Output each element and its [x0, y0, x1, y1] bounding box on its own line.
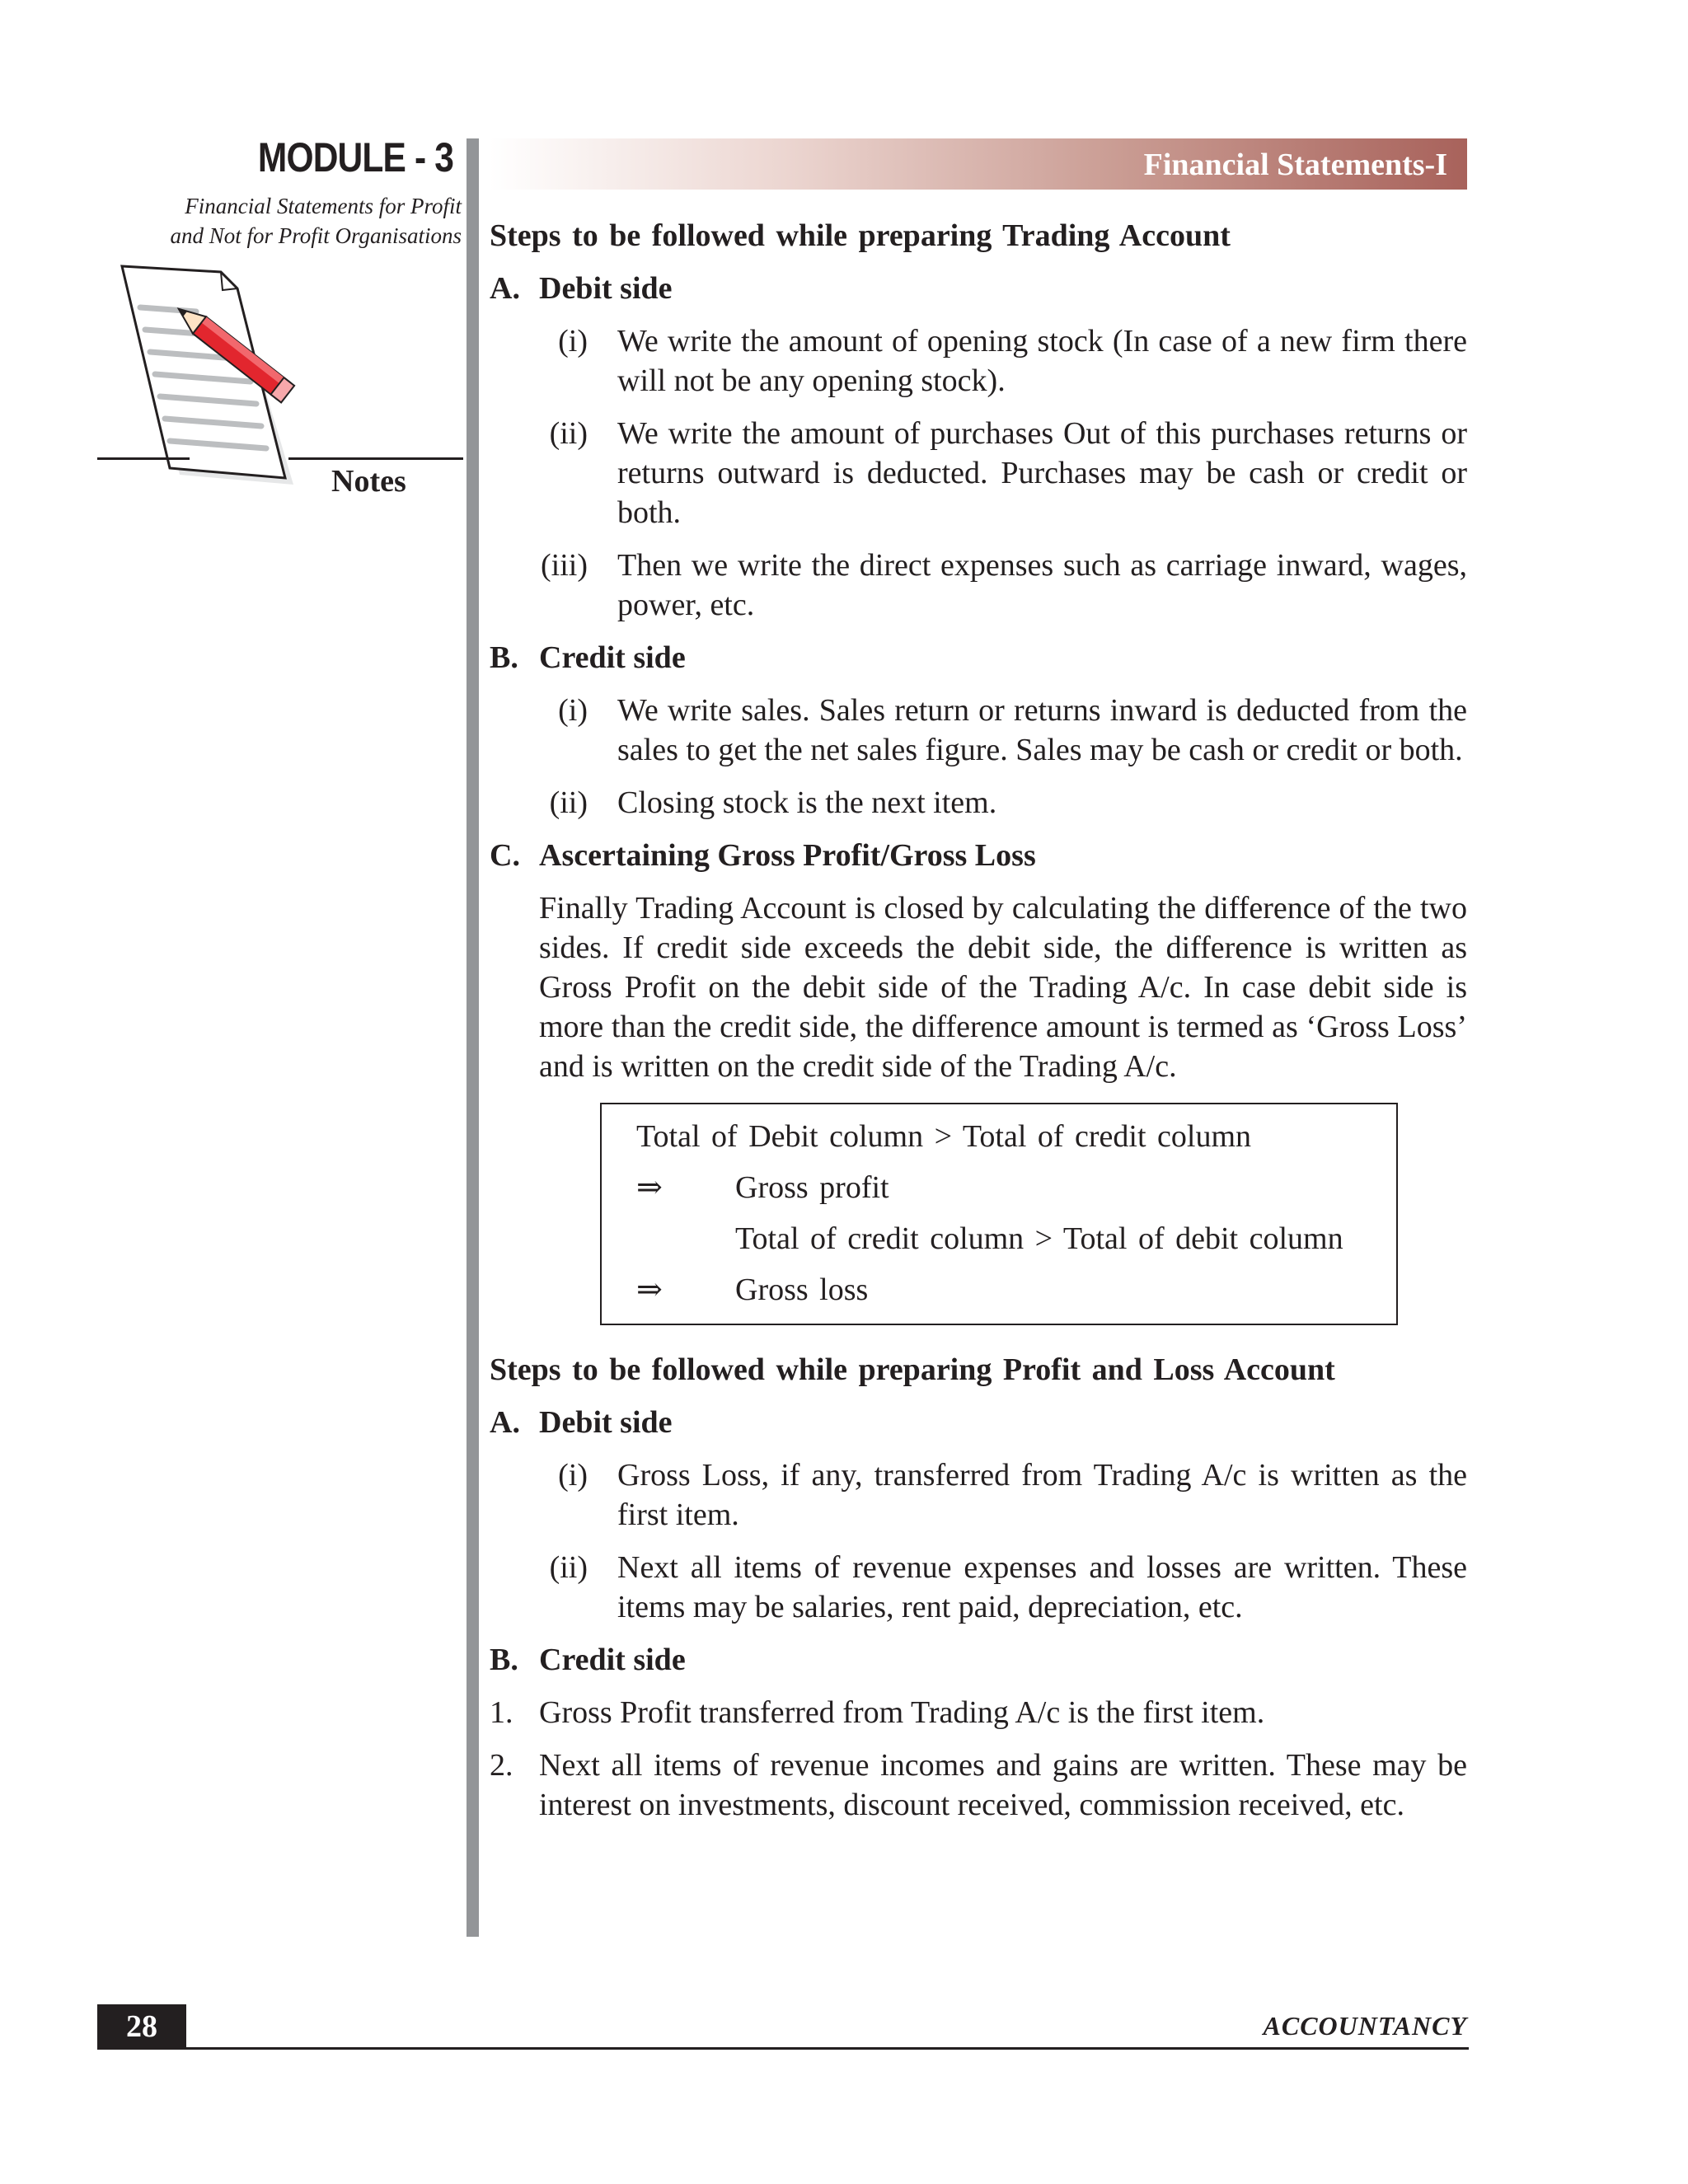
- item-number: (i): [558, 1458, 588, 1493]
- item-text: Gross Profit transferred from Trading A/c is the first item.: [539, 1695, 1265, 1730]
- section-heading: Steps to be followed while preparing Profit and Loss Account: [490, 1352, 1335, 1387]
- box-text: Gross loss: [735, 1272, 869, 1307]
- item-list: [490, 1455, 1467, 1627]
- notes-label: Notes: [331, 464, 406, 499]
- item-text: Gross Loss, if any, transferred from Trading A/c is written as the first item.: [617, 1458, 1467, 1532]
- list-item: [490, 414, 1467, 532]
- box-text: Gross profit: [735, 1170, 889, 1205]
- item-number: (ii): [549, 416, 588, 451]
- item-number: 2.: [490, 1748, 513, 1783]
- subsection-heading: [490, 1403, 1467, 1442]
- chapter-header: [490, 138, 1467, 190]
- implies-icon: ⇒: [636, 1272, 663, 1307]
- box-text: Total of Debit column > Total of credit column: [636, 1119, 1252, 1154]
- notes-rule: [288, 457, 463, 460]
- subsection-title: Debit side: [539, 1405, 673, 1440]
- subsection-title: Ascertaining Gross Profit/Gross Loss: [539, 838, 1036, 873]
- chapter-title: Financial Statements-I: [1143, 148, 1447, 182]
- module-subtitle-line: and Not for Profit Organisations: [170, 223, 462, 248]
- subsection-letter: A.: [490, 271, 520, 306]
- footer-rule: [97, 2047, 1469, 2050]
- list-item: [490, 783, 1467, 823]
- subsection-letter: B.: [490, 640, 518, 675]
- item-text: Next all items of revenue incomes and gains are written. These may be interest on investments, discount received, commission received, etc.: [539, 1748, 1467, 1822]
- subsection-title: Credit side: [539, 640, 686, 675]
- item-list: [490, 1693, 1467, 1825]
- subsection-letter: B.: [490, 1643, 518, 1677]
- list-item: [490, 1548, 1467, 1627]
- subsection-heading: [490, 1640, 1467, 1680]
- box-text: Total of credit column > Total of debit column: [735, 1221, 1343, 1256]
- box-line: [636, 1162, 1396, 1213]
- item-number: (iii): [541, 548, 588, 583]
- item-number: (i): [558, 693, 588, 728]
- item-list: [490, 691, 1467, 823]
- item-text: Then we write the direct expenses such as carriage inward, wages, power, etc.: [617, 548, 1467, 622]
- item-number: (ii): [549, 1550, 588, 1585]
- implies-icon: ⇒: [636, 1170, 663, 1205]
- list-item: [490, 1693, 1467, 1732]
- item-text: We write the amount of purchases Out of this purchases returns or returns outward is deducted. Purchases may be cash or credit or both.: [617, 416, 1467, 530]
- item-number: (i): [558, 324, 588, 359]
- item-number: 1.: [490, 1695, 513, 1730]
- item-text: We write sales. Sales return or returns inward is deducted from the sales to get the net sales figure. Sales may be cash or credit or both.: [617, 693, 1467, 767]
- module-subtitle: [99, 191, 462, 251]
- module-title: MODULE - 3: [257, 134, 453, 180]
- box-line: [636, 1213, 1396, 1264]
- subsection-letter: A.: [490, 1405, 520, 1440]
- paragraph: Finally Trading Account is closed by calculating the difference of the two sides. If credit side exceeds the debit side, the difference is written as Gross Profit on the debit side of the Trading A/c. In case debit side is more than the credit side, the difference amount is termed as ‘Gross Loss’ and is written on the credit side of the Trading A/c.: [539, 891, 1467, 1084]
- subsection-heading: [490, 638, 1467, 677]
- item-text: Next all items of revenue expenses and losses are written. These items may be salaries, rent paid, depreciation, etc.: [617, 1550, 1467, 1624]
- notes-rule: [97, 457, 190, 460]
- subsection-title: Debit side: [539, 271, 673, 306]
- page-number: 28: [97, 2004, 186, 2049]
- list-item: [490, 546, 1467, 625]
- footer-label: ACCOUNTANCY: [1263, 2011, 1467, 2041]
- item-text: Closing stock is the next item.: [617, 785, 997, 820]
- list-item: [490, 321, 1467, 401]
- rule-box: [600, 1103, 1398, 1325]
- box-line: [636, 1111, 1396, 1162]
- list-item: [490, 1746, 1467, 1825]
- subsection-letter: C.: [490, 838, 520, 873]
- list-item: [490, 691, 1467, 770]
- subsection-heading: [490, 836, 1467, 875]
- list-item: [490, 1455, 1467, 1535]
- section-heading: Steps to be followed while preparing Trading Account: [490, 218, 1231, 253]
- item-text: We write the amount of opening stock (In case of a new firm there will not be any opening stock).: [617, 324, 1467, 398]
- margin-divider: [467, 138, 479, 1937]
- subsection-heading: [490, 269, 1467, 308]
- item-number: (ii): [549, 785, 588, 820]
- main-content: [490, 216, 1467, 1838]
- box-line: [636, 1264, 1396, 1315]
- item-list: [490, 321, 1467, 625]
- subsection-title: Credit side: [539, 1643, 686, 1677]
- module-subtitle-line: Financial Statements for Profit: [185, 194, 462, 218]
